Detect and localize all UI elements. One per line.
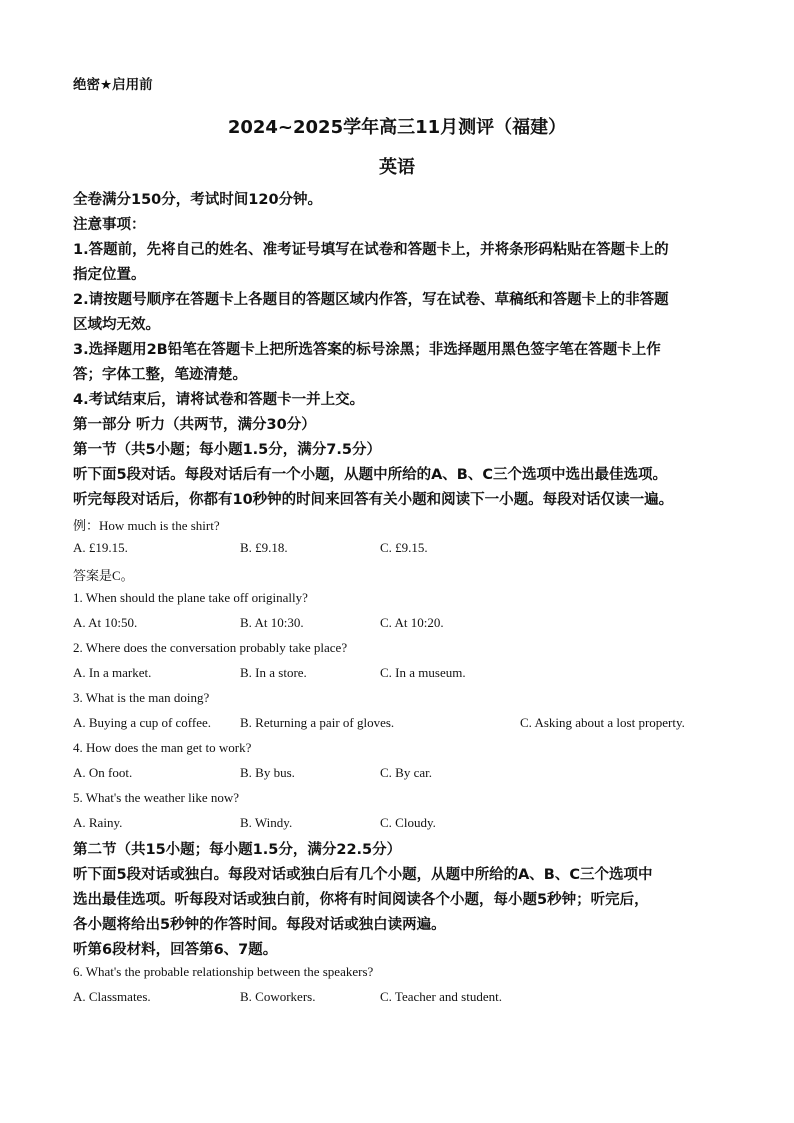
notes-title: 注意事项： (73, 217, 146, 233)
question-2-option-c: C. In a museum. (380, 665, 466, 680)
question-3-option-a: A. Buying a cup of coffee. (73, 715, 212, 730)
example-answer: 答案是C。 (73, 568, 134, 583)
question-4-option-c: C. By car. (380, 765, 432, 780)
exam-title: 2024~2025学年高三11月测评（福建） (227, 117, 567, 138)
question-3-option-c: C. Asking about a lost property. (520, 715, 685, 730)
question-3-option-b: B. Returning a pair of gloves. (240, 715, 395, 730)
section2-instruction-line-2: 选出最佳选项。听每段对话或独白前，你将有时间阅读各个小题，每小题5秒钟；听完后， (73, 892, 649, 908)
question-3: 3. What is the man doing? (73, 690, 210, 705)
material-6-heading: 听第6段材料，回答第6、7题。 (73, 942, 278, 958)
question-5-option-a: A. Rainy. (73, 815, 123, 830)
section2-heading: 第二节（共15小题；每小题1.5分，满分22.5分） (73, 842, 402, 858)
note-3-line-2: 答；字体工整，笔迹清楚。 (73, 367, 247, 383)
question-1-option-a: A. At 10:50. (73, 615, 138, 630)
section2-instruction-line-3: 各小题将给出5秒钟的作答时间。每段对话或独白读两遍。 (73, 917, 446, 933)
example-option-b: B. £9.18. (240, 540, 288, 555)
example-option-a: A. £19.15. (73, 540, 128, 555)
section1-instruction-line-2: 听完每段对话后，你都有10秒钟的时间来回答有关小题和阅读下一小题。每段对话仅读一遍。 (73, 492, 674, 508)
section1-instruction-line-1: 听下面5段对话。每段对话后有一个小题，从题中所给的A、B、C三个选项中选出最佳选项。 (73, 467, 668, 483)
score-time: 全卷满分150分，考试时间120分钟。 (73, 192, 323, 208)
question-2-option-a: A. In a market. (73, 665, 152, 680)
question-5-option-b: B. Windy. (240, 815, 293, 830)
question-1: 1. When should the plane take off originally? (73, 590, 308, 605)
question-5: 5. What's the weather like now? (73, 790, 239, 805)
note-1-line-2: 指定位置。 (73, 267, 146, 283)
note-3-line-1: 3.选择题用2B铅笔在答题卡上把所选答案的标号涂黑；非选择题用黑色签字笔在答题卡上作 (73, 342, 661, 358)
question-6-option-a: A. Classmates. (73, 989, 151, 1004)
question-5-option-c: C. Cloudy. (380, 815, 436, 830)
confidential-label: 绝密★启用前 (73, 77, 153, 93)
part1-heading: 第一部分 听力（共两节，满分30分） (73, 417, 316, 433)
section1-heading: 第一节（共5小题；每小题1.5分，满分7.5分） (73, 442, 381, 458)
subject-title: 英语 (379, 157, 415, 178)
example-question: 例：How much is the shirt? (73, 518, 220, 533)
question-4-option-b: B. By bus. (240, 765, 295, 780)
question-1-option-c: C. At 10:20. (380, 615, 444, 630)
note-4: 4.考试结束后，请将试卷和答题卡一并上交。 (73, 392, 365, 408)
section2-instruction-line-1: 听下面5段对话或独白。每段对话或独白后有几个小题，从题中所给的A、B、C三个选项中 (73, 867, 653, 883)
question-4: 4. How does the man get to work? (73, 740, 252, 755)
question-1-option-b: B. At 10:30. (240, 615, 304, 630)
note-1-line-1: 1.答题前，先将自己的姓名、准考证号填写在试卷和答题卡上，并将条形码粘贴在答题卡上的 (73, 242, 669, 258)
note-2-line-2: 区域均无效。 (73, 317, 160, 333)
question-6-option-b: B. Coworkers. (240, 989, 316, 1004)
question-2-option-b: B. In a store. (240, 665, 307, 680)
question-2: 2. Where does the conversation probably take place? (73, 640, 348, 655)
question-4-option-a: A. On foot. (73, 765, 133, 780)
question-6-option-c: C. Teacher and student. (380, 989, 502, 1004)
note-2-line-1: 2.请按题号顺序在答题卡上各题目的答题区域内作答，写在试卷、草稿纸和答题卡上的非答题 (73, 292, 669, 308)
example-option-c: C. £9.15. (380, 540, 428, 555)
question-6: 6. What's the probable relationship between the speakers? (73, 964, 374, 979)
